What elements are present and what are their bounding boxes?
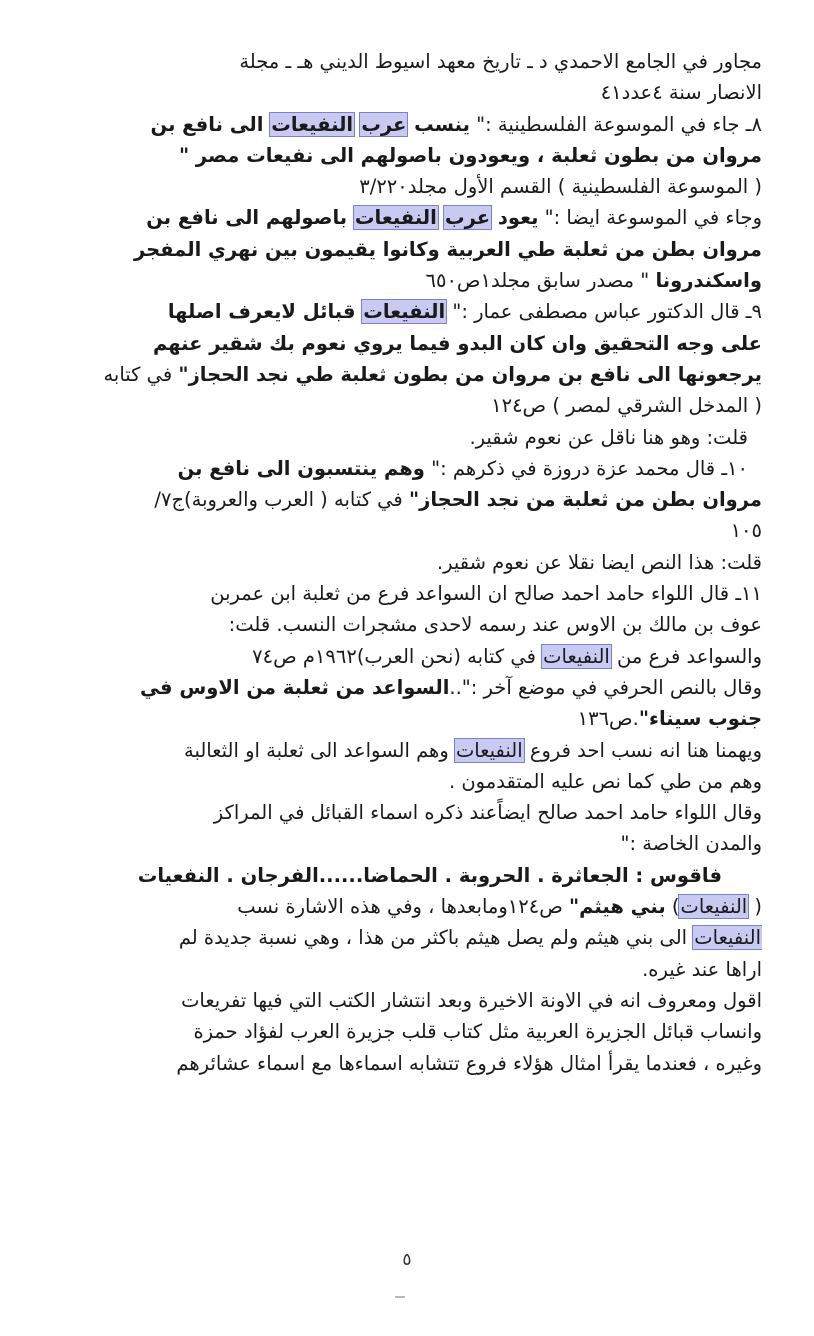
text-line (40, 46, 762, 77)
text-line (40, 359, 762, 390)
text-line (40, 484, 762, 515)
text-segment: في كتابه ( العرب والعروبة)ج٧/ (154, 488, 409, 512)
highlighted-term: عرب (361, 112, 407, 136)
highlighted-term: النفيعات (271, 112, 354, 136)
text-line (40, 766, 762, 797)
text-segment: في كتابه (103, 362, 179, 386)
text-segment: وجاء في الموسوعة ايضا :" (538, 206, 762, 230)
text-segment: ٨ـ جاء في الموسوعة الفلسطينية :" (469, 112, 762, 136)
text-line (40, 641, 762, 672)
bold-text: مروان بطن من ثعلبة طي العربية وكانوا يقيمون بين نهري المفجر (133, 237, 762, 261)
text-segment: قلت: وهو هنا ناقل عن نعوم شقير. (469, 425, 748, 449)
bold-text: قبائل لايعرف اصلها (167, 300, 363, 324)
text-line (40, 1048, 762, 1079)
text-line (40, 547, 762, 578)
bold-text: مروان بطن من ثعلبة من نجد الحجاز" (408, 488, 762, 512)
highlighted-term: عرب (445, 206, 491, 230)
text-line (40, 1016, 762, 1047)
text-line (40, 296, 762, 327)
text-segment: وقال بالنص الحرفي في موضع آخر :".. (449, 675, 762, 699)
text-line (40, 891, 762, 922)
bold-text: على وجه التحقيق وان كان البدو فيما يروي نعوم بك شقير عنهم (152, 331, 762, 355)
text-segment: مجاور في الجامع الاحمدي د ـ تاريخ معهد اسيوط الديني هـ ـ مجلة (239, 50, 762, 73)
text-line (40, 609, 762, 640)
text-segment: ( المدخل الشرقي لمصر ) ص١٢٤ (491, 394, 762, 418)
highlighted-term: النفيعات (363, 300, 446, 324)
text-segment: عوف بن مالك بن الاوس عند رسمه لاحدى مشجرات النسب. قلت: (228, 613, 762, 637)
footer-mark (395, 1296, 405, 1298)
text-line (40, 578, 762, 609)
text-line (40, 515, 762, 546)
text-line (40, 234, 762, 265)
bold-text: وهم ينتسبون الى نافع بن (177, 456, 425, 480)
text-segment: وغيره ، فعندما يقرأ امثال هؤلاء فروع تتشابه اسماءها مع اسماء عشائرهم (176, 1051, 762, 1075)
text-line (40, 797, 762, 828)
highlighted-term: النفيعات (354, 206, 437, 230)
text-segment: ٩ـ قال الدكتور عباس مصطفى عمار :" (446, 300, 762, 324)
text-segment: وهم من طي كما نص عليه المتقدمون . (448, 769, 762, 793)
bold-text: بني هيثم" (568, 895, 666, 919)
text-segment: ١٠ـ قال محمد عزة دروزة في ذكرهم :" (424, 456, 748, 480)
text-segment: " مصدر سابق مجلد١ص٦٥٠ (425, 269, 656, 293)
text-line (40, 140, 762, 171)
text-segment: وهم السواعد الى ثعلبة او الثعالبة (184, 738, 455, 762)
bold-text: يرجعونها الى نافع بن مروان من بطون ثعلبة طي نجد الحجاز" (178, 362, 762, 386)
text-segment: في كتابه (نحن العرب)١٩٦٢م ص٧٤ (252, 644, 543, 668)
text-line (40, 202, 762, 233)
text-segment: الى بني هيثم ولم يصل هيثم باكثر من هذا ، وهي نسبة جديدة لم (178, 926, 694, 950)
bold-text: مروان من بطون ثعلبة ، ويعودون باصولهم الى نفيعات مصر " (178, 143, 762, 167)
text-line (40, 328, 762, 359)
text-line (40, 828, 762, 859)
bold-text: الى نافع بن (150, 112, 271, 136)
text-line (40, 265, 762, 296)
highlighted-term: النفيعات (694, 926, 761, 950)
text-segment: وانساب قبائل الجزيرة العربية مثل كتاب قلب جزيرة العرب لفؤاد حمزة (193, 1020, 762, 1044)
highlighted-term: النفيعات (455, 738, 523, 762)
text-segment: ويهمنا هنا انه نسب احد فروع (523, 738, 762, 762)
text-line (40, 77, 762, 108)
text-segment: والسواعد فرع من (610, 644, 762, 668)
text-line (40, 860, 762, 891)
text-segment: ) (665, 895, 680, 919)
text-segment: ص١٢٤ومابعدها ، وفي هذه الاشارة نسب (237, 895, 569, 919)
text-segment: اراها عند غيره. (642, 957, 762, 981)
document-body (40, 46, 762, 1079)
bold-text: باصولهم الى نافع بن (146, 206, 354, 230)
text-segment: .ص١٣٦ (577, 707, 639, 731)
bold-text: ينسب (407, 112, 470, 136)
text-segment: اقول ومعروف انه في الاونة الاخيرة وبعد انتشار الكتب التي فيها تفريعات (181, 988, 762, 1012)
text-line (40, 922, 762, 953)
text-segment: ١١ـ قال اللواء حامد احمد صالح ان السواعد فرع من ثعلبة ابن عمربن (210, 582, 762, 606)
text-line (40, 985, 762, 1016)
text-line (40, 171, 762, 202)
text-line (40, 453, 762, 484)
text-line (40, 735, 762, 766)
text-segment: والمدن الخاصة :" (620, 832, 762, 856)
highlighted-term: النفيعات (543, 644, 610, 668)
bold-text: واسكندرونا (655, 269, 762, 293)
text-line (40, 390, 762, 421)
bold-text: فاقوس : الجعاثرة . الحروبة . الحماضا......الفرجان . النفعيات (137, 863, 722, 887)
page-number: ٥ (402, 1250, 412, 1270)
text-segment: الانصار سنة ٤عدد٤١ (600, 81, 762, 105)
text-segment: وقال اللواء حامد احمد صالح ايضاًعند ذكره اسماء القبائل في المراكز (213, 801, 762, 825)
text-line (40, 672, 762, 703)
bold-text: جنوب سيناء" (638, 707, 762, 731)
text-line (40, 954, 762, 985)
text-segment: ( (748, 895, 762, 919)
text-segment: قلت: هذا النص ايضا نقلا عن نعوم شقير. (436, 550, 762, 574)
highlighted-term: النفيعات (680, 895, 748, 919)
text-line (40, 703, 762, 734)
bold-text: السواعد من ثعلبة من الاوس في (140, 675, 450, 699)
text-line (40, 109, 762, 140)
text-segment: ١٠٥ (730, 519, 762, 543)
text-segment: ( الموسوعة الفلسطينية ) القسم الأول مجلد٣/٢٢٠ (359, 175, 762, 199)
bold-text: يعود (491, 206, 539, 230)
text-line (40, 422, 762, 453)
